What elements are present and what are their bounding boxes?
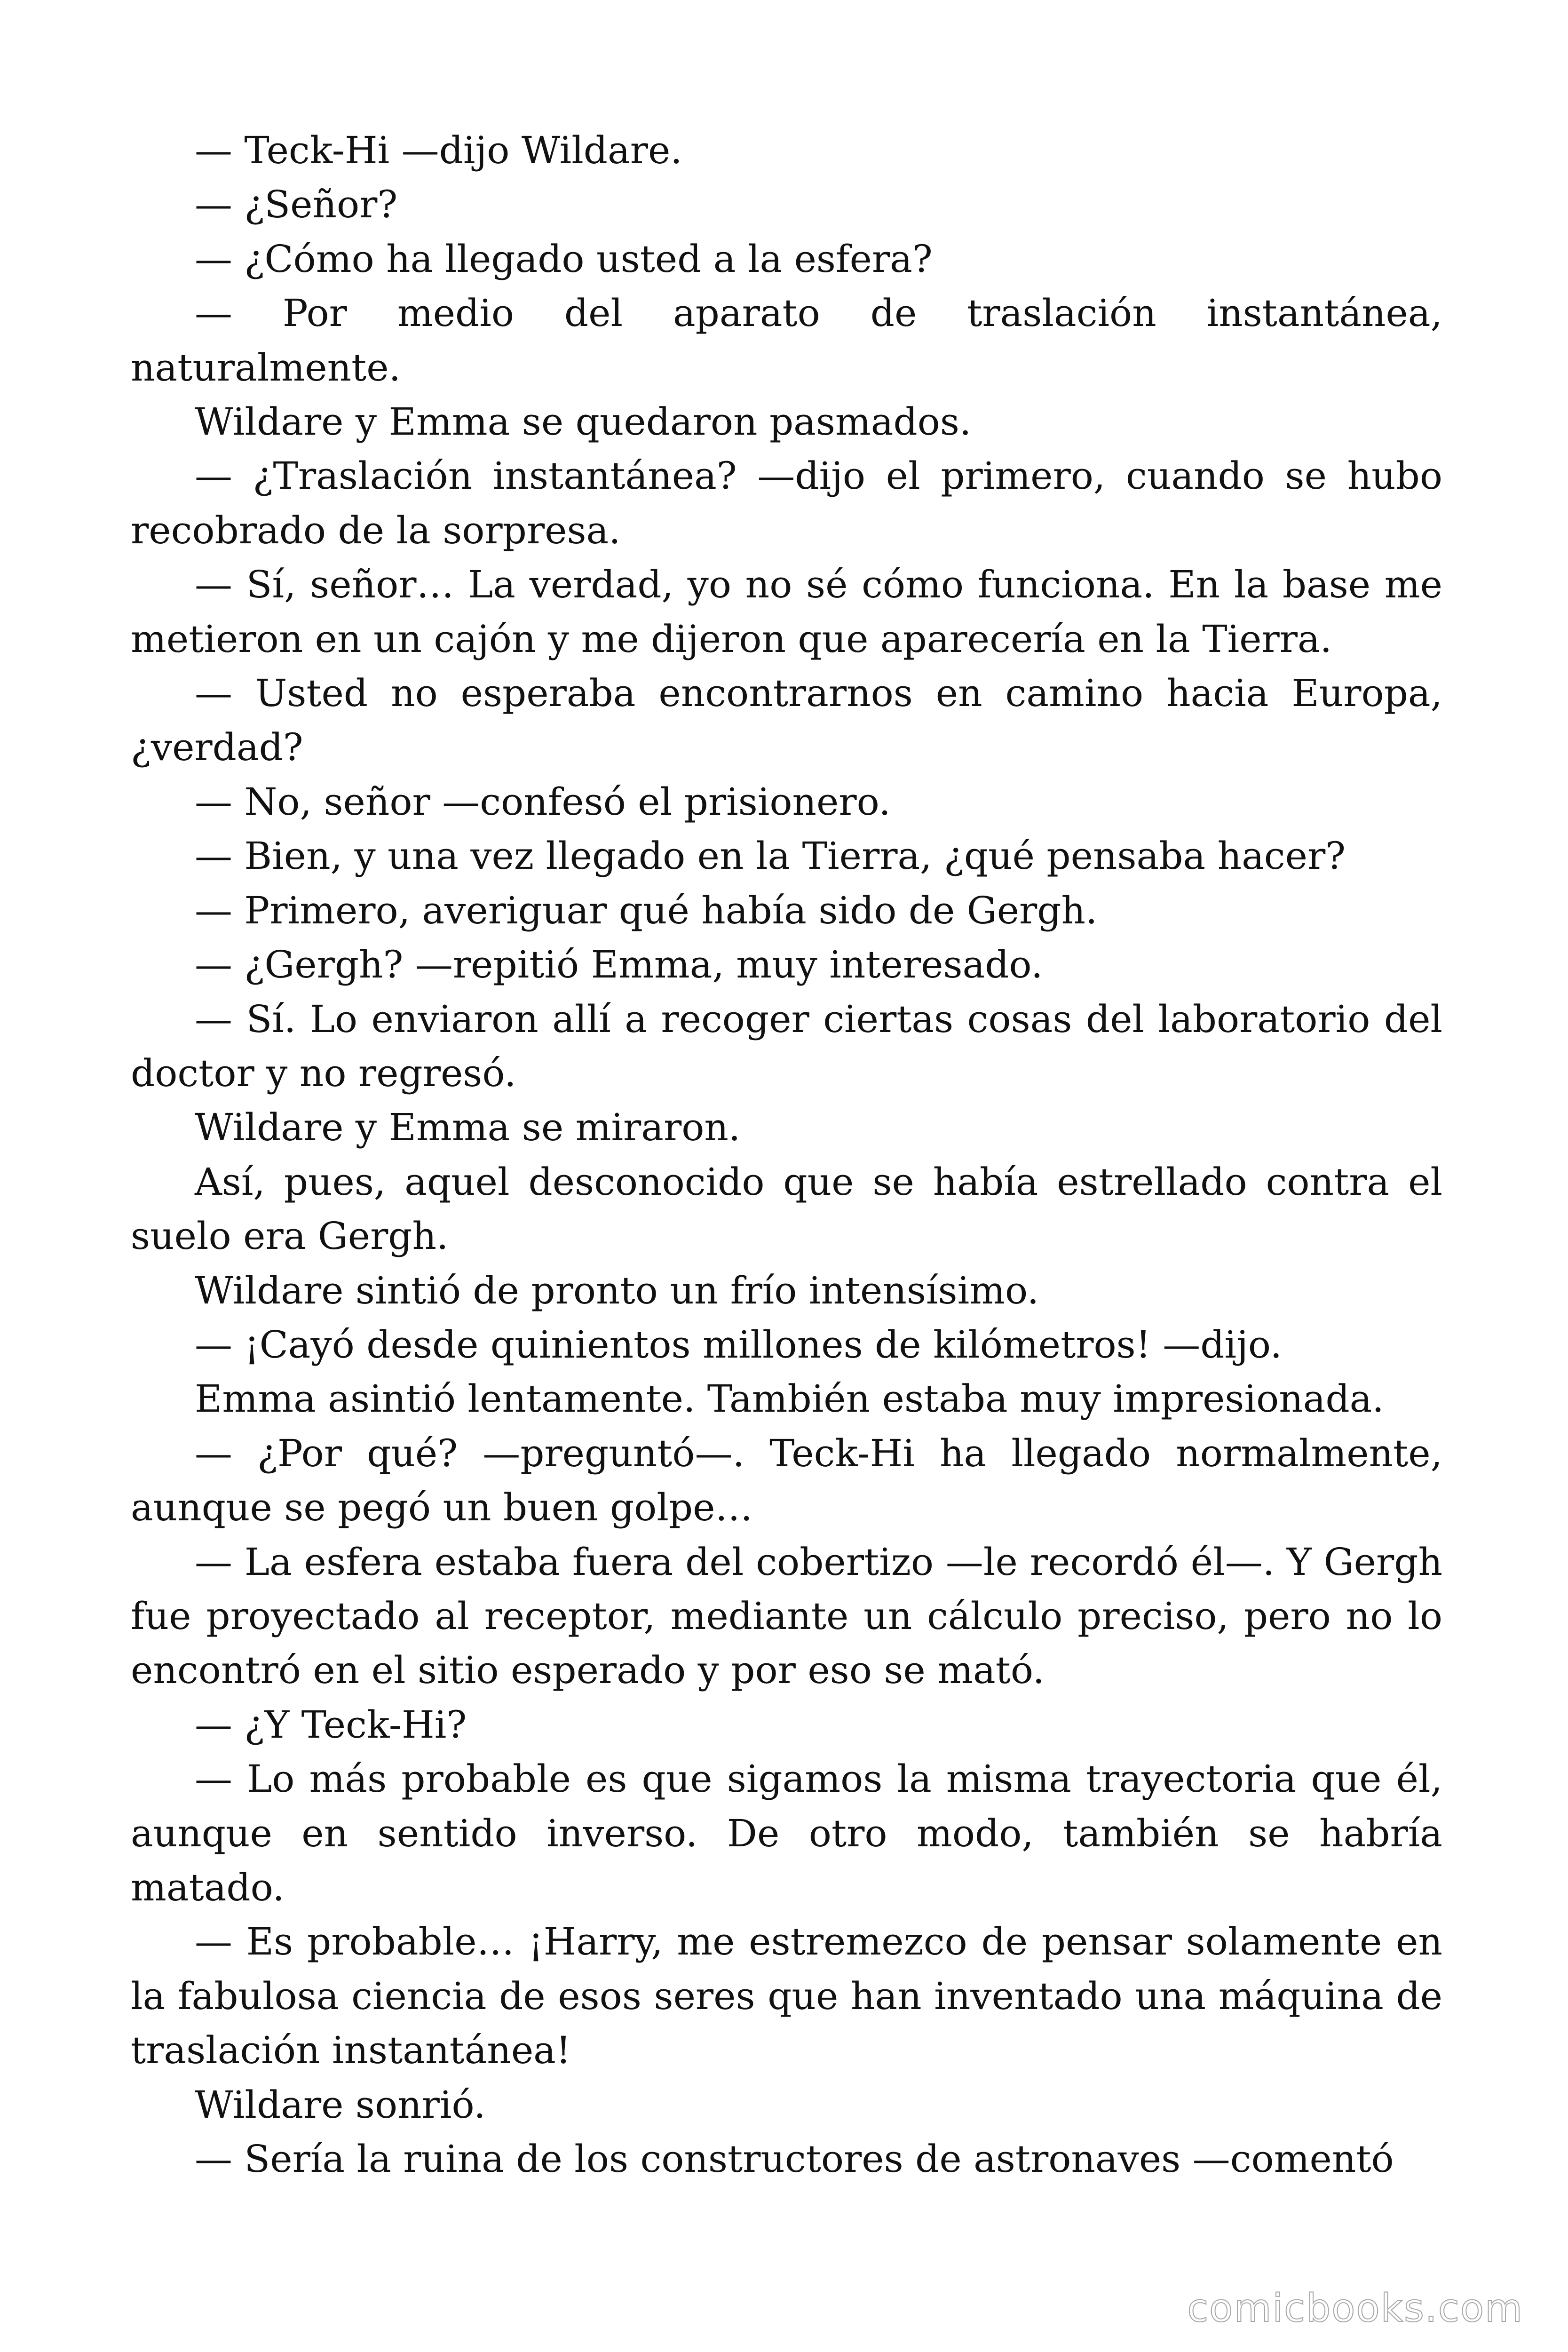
paragraph: — ¿Por qué? —preguntó—. Teck-Hi ha llegado normalmente, aunque se pegó un buen golpe… [131,1431,1442,1530]
paragraph: Wildare sintió de pronto un frío intensísimo. [195,1268,1039,1312]
paragraph: — ¿Cómo ha llegado usted a la esfera? [195,237,933,281]
paragraph: — Teck-Hi —dijo Wildare. [195,128,682,172]
paragraph: — Sería la ruina de los constructores de astronaves —comentó [195,2137,1394,2181]
paragraph: — ¡Cayó desde quinientos millones de kilómetros! —dijo. [195,1322,1283,1367]
paragraph: — ¿Y Teck-Hi? [195,1702,467,1747]
paragraph: — Bien, y una vez llegado en la Tierra, ¿qué pensaba hacer? [195,834,1346,878]
paragraph: — No, señor —confesó el prisionero. [195,779,891,824]
watermark: comicbooks.com [1187,2286,1523,2331]
paragraph: Así, pues, aquel desconocido que se había estrellado contra el suelo era Gergh. [131,1160,1442,1258]
paragraph: — Lo más probable es que sigamos la misma trayectoria que él, aunque en sentido inverso. De otro modo, también se habría matado. [131,1757,1442,1909]
paragraph: — ¿Gergh? —repitió Emma, muy interesado. [195,943,1043,987]
paragraph: — ¿Señor? [195,183,398,227]
paragraph: Emma asintió lentamente. También estaba muy impresionada. [195,1377,1384,1421]
paragraph: Wildare sonrió. [195,2082,486,2127]
paragraph: — La esfera estaba fuera del cobertizo —le recordó él—. Y Gergh fue proyectado al receptor, mediante un cálculo preciso, pero no lo encontró en el sitio esperado y por eso se mató. [131,1540,1442,1692]
paragraph: — Usted no esperaba encontrarnos en camino hacia Europa, ¿verdad? [131,671,1442,770]
page-text [131,123,1442,2186]
paragraph: Wildare y Emma se quedaron pasmados. [195,400,972,444]
paragraph: — Primero, averiguar qué había sido de Gergh. [195,888,1098,932]
paragraph: Wildare y Emma se miraron. [195,1105,741,1150]
paragraph: — Por medio del aparato de traslación instantánea, naturalmente. [131,291,1442,389]
paragraph: — Es probable… ¡Harry, me estremezco de pensar solamente en la fabulosa ciencia de esos seres que han inventado una máquina de traslación instantánea! [131,1920,1442,2073]
paragraph: — Sí. Lo enviaron allí a recoger ciertas cosas del laboratorio del doctor y no regresó. [131,997,1442,1095]
paragraph: — ¿Traslación instantánea? —dijo el primero, cuando se hubo recobrado de la sorpresa. [131,454,1442,552]
paragraph: — Sí, señor… La verdad, yo no sé cómo funciona. En la base me metieron en un cajón y me dijeron que aparecería en la Tierra. [131,563,1442,661]
